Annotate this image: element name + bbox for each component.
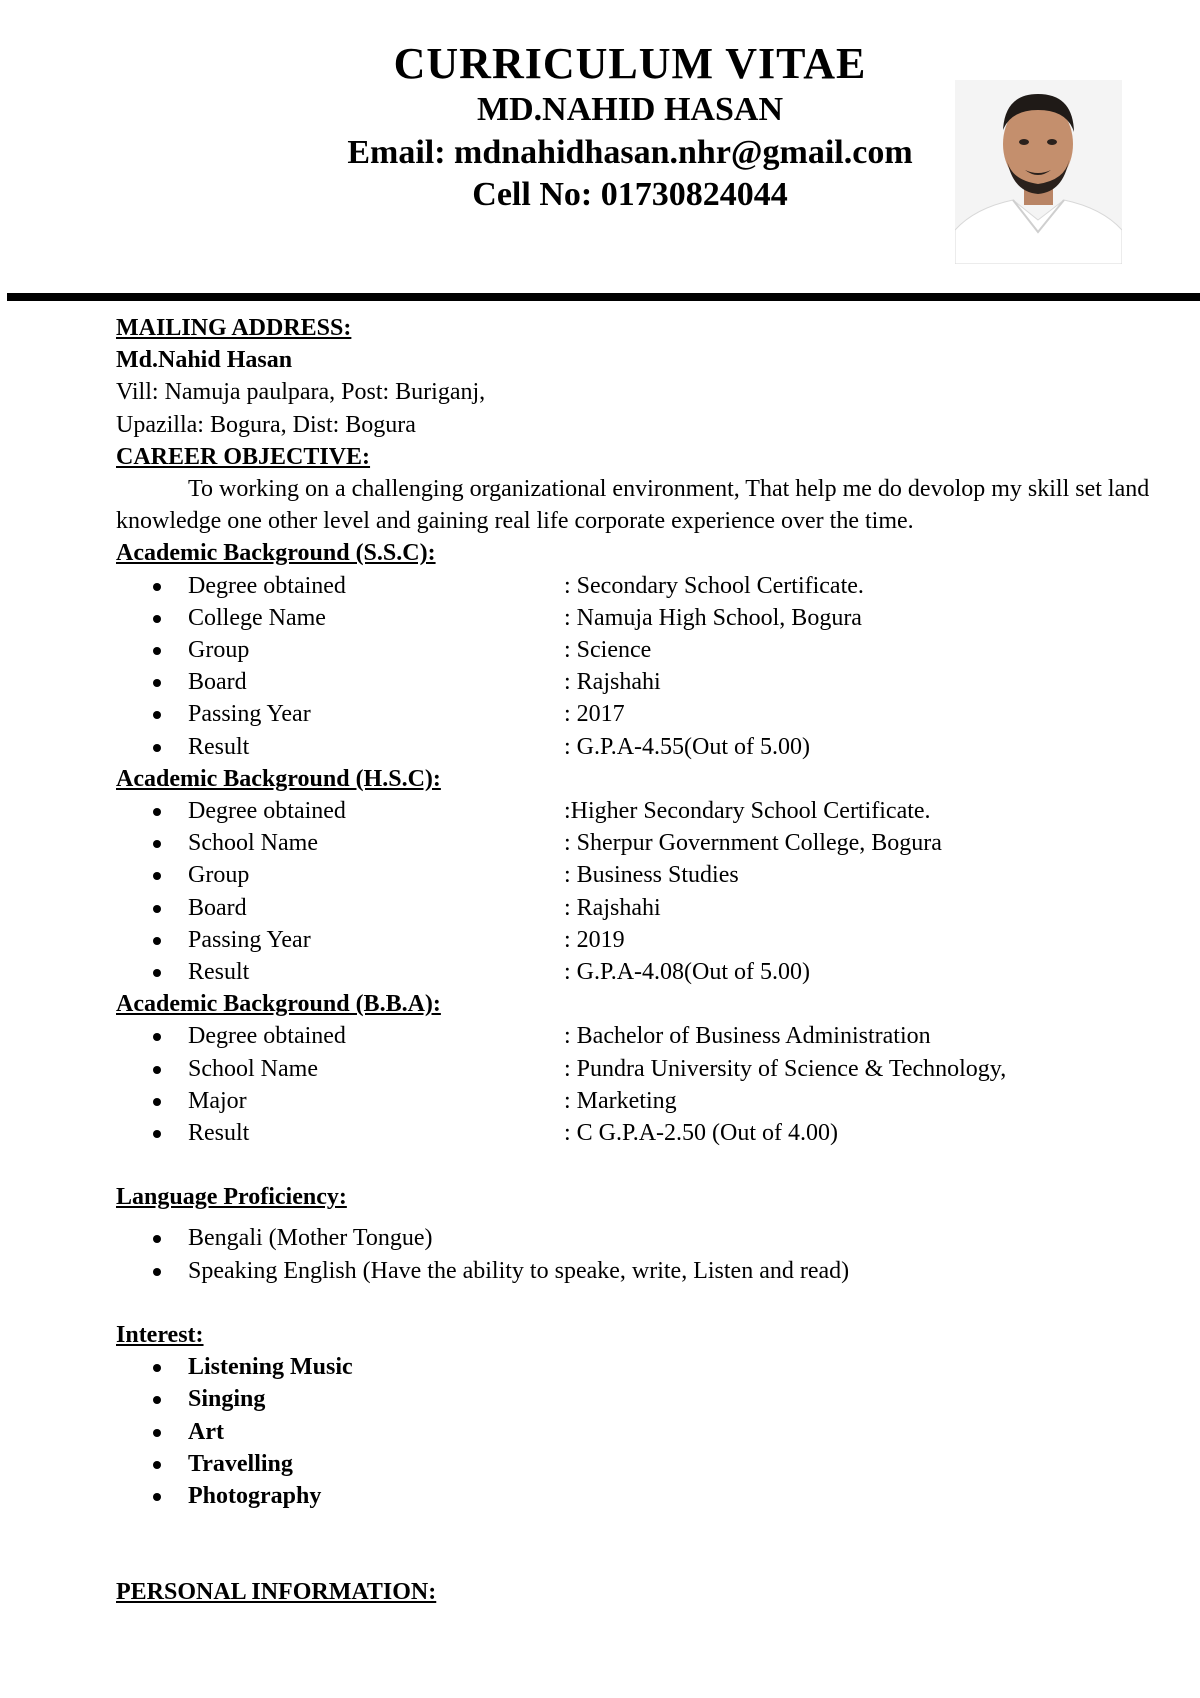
list-item (116, 634, 1166, 666)
ssc-value: : Secondary School Certificate. (564, 572, 864, 599)
applicant-name: MD.NAHID HASAN (477, 91, 783, 128)
hsc-key: Board (188, 894, 247, 921)
mailing-line-1: Vill: Namuja paulpara, Post: Buriganj, (116, 379, 486, 406)
spacer (116, 1213, 1166, 1222)
hsc-key: Degree obtained (188, 798, 346, 825)
bba-key: Result (188, 1120, 250, 1147)
list-item (116, 1117, 1166, 1149)
list-item (116, 1222, 1166, 1254)
hsc-list (116, 795, 1166, 988)
language-item: Speaking English (Have the ability to speake, write, Listen and read) (188, 1257, 850, 1284)
bba-key: School Name (188, 1055, 318, 1082)
language-list (116, 1222, 1166, 1286)
list-item (116, 1351, 1166, 1383)
cv-body (116, 312, 1166, 1608)
hsc-value: : Rajshahi (564, 894, 661, 921)
list-item (116, 827, 1166, 859)
list-item (116, 666, 1166, 698)
list-item (116, 731, 1166, 763)
interest-item: Listening Music (188, 1354, 353, 1381)
list-item (116, 698, 1166, 730)
hsc-key: Passing Year (188, 926, 311, 953)
list-item (116, 892, 1166, 924)
career-objective-heading: CAREER OBJECTIVE: (116, 443, 371, 470)
list-item (116, 1448, 1166, 1480)
bba-value: : Bachelor of Business Administration (564, 1023, 931, 1050)
cv-title: CURRICULUM VITAE (393, 39, 867, 88)
hsc-heading: Academic Background (H.S.C): (116, 765, 441, 792)
spacer (116, 1287, 1166, 1319)
list-item (116, 1480, 1166, 1512)
bba-value: : C G.P.A-2.50 (Out of 4.00) (564, 1120, 838, 1147)
interest-list (116, 1351, 1166, 1512)
interest-heading: Interest: (116, 1321, 204, 1348)
list-item (116, 924, 1166, 956)
ssc-value: : G.P.A-4.55(Out of 5.00) (564, 733, 810, 760)
hsc-value: : Sherpur Government College, Bogura (564, 830, 942, 857)
hsc-value: : Business Studies (564, 862, 739, 889)
ssc-key: Degree obtained (188, 572, 346, 599)
list-item (116, 1020, 1166, 1052)
bba-list (116, 1020, 1166, 1149)
ssc-key: Group (188, 637, 250, 664)
hsc-key: Group (188, 862, 250, 889)
mailing-line-2: Upazilla: Bogura, Dist: Bogura (116, 411, 416, 438)
language-heading: Language Proficiency: (116, 1184, 347, 1211)
interest-item: Photography (188, 1482, 322, 1509)
list-item (116, 1085, 1166, 1117)
list-item (116, 956, 1166, 988)
email-line: Email: mdnahidhasan.nhr@gmail.com (347, 134, 913, 171)
cell-line: Cell No: 01730824044 (472, 176, 788, 213)
bba-key: Degree obtained (188, 1023, 346, 1050)
hsc-value: : G.P.A-4.08(Out of 5.00) (564, 959, 810, 986)
list-item (116, 1053, 1166, 1085)
ssc-key: Passing Year (188, 701, 311, 728)
list-item (116, 1383, 1166, 1415)
bba-heading: Academic Background (B.B.A): (116, 991, 441, 1018)
interest-item: Travelling (188, 1450, 293, 1477)
language-item: Bengali (Mother Tongue) (188, 1225, 433, 1252)
list-item (116, 859, 1166, 891)
mailing-address-heading: MAILING ADDRESS: (116, 315, 352, 341)
list-item (116, 1255, 1166, 1287)
ssc-value: : Rajshahi (564, 669, 661, 696)
ssc-key: College Name (188, 604, 326, 631)
personal-information-heading: PERSONAL INFORMATION: (116, 1579, 437, 1606)
ssc-value: : Namuja High School, Bogura (564, 604, 862, 631)
ssc-value: : 2017 (564, 701, 625, 728)
mailing-name: Md.Nahid Hasan (116, 347, 293, 374)
list-item (116, 602, 1166, 634)
career-objective-text: To working on a challenging organizational environment, That help me do devolop my skill set land knowledge one other level and gaining real life corporate experience over the time. (116, 476, 1150, 535)
bba-value: : Marketing (564, 1087, 677, 1114)
hsc-key: School Name (188, 830, 318, 857)
spacer (116, 1149, 1166, 1181)
spacer (116, 1512, 1166, 1576)
profile-photo (955, 80, 1122, 264)
header-divider (7, 293, 1200, 301)
ssc-value: : Science (564, 637, 652, 664)
ssc-list (116, 570, 1166, 763)
ssc-key: Board (188, 669, 247, 696)
hsc-value: :Higher Secondary School Certificate. (564, 798, 931, 825)
list-item (116, 1416, 1166, 1448)
bba-value: : Pundra University of Science & Technology, (564, 1055, 1007, 1082)
hsc-key: Result (188, 959, 250, 986)
ssc-key: Result (188, 733, 250, 760)
list-item (116, 795, 1166, 827)
hsc-value: : 2019 (564, 926, 625, 953)
list-item (116, 570, 1166, 602)
bba-key: Major (188, 1087, 247, 1114)
interest-item: Art (188, 1418, 224, 1445)
ssc-heading: Academic Background (S.S.C): (116, 540, 436, 567)
interest-item: Singing (188, 1386, 266, 1413)
